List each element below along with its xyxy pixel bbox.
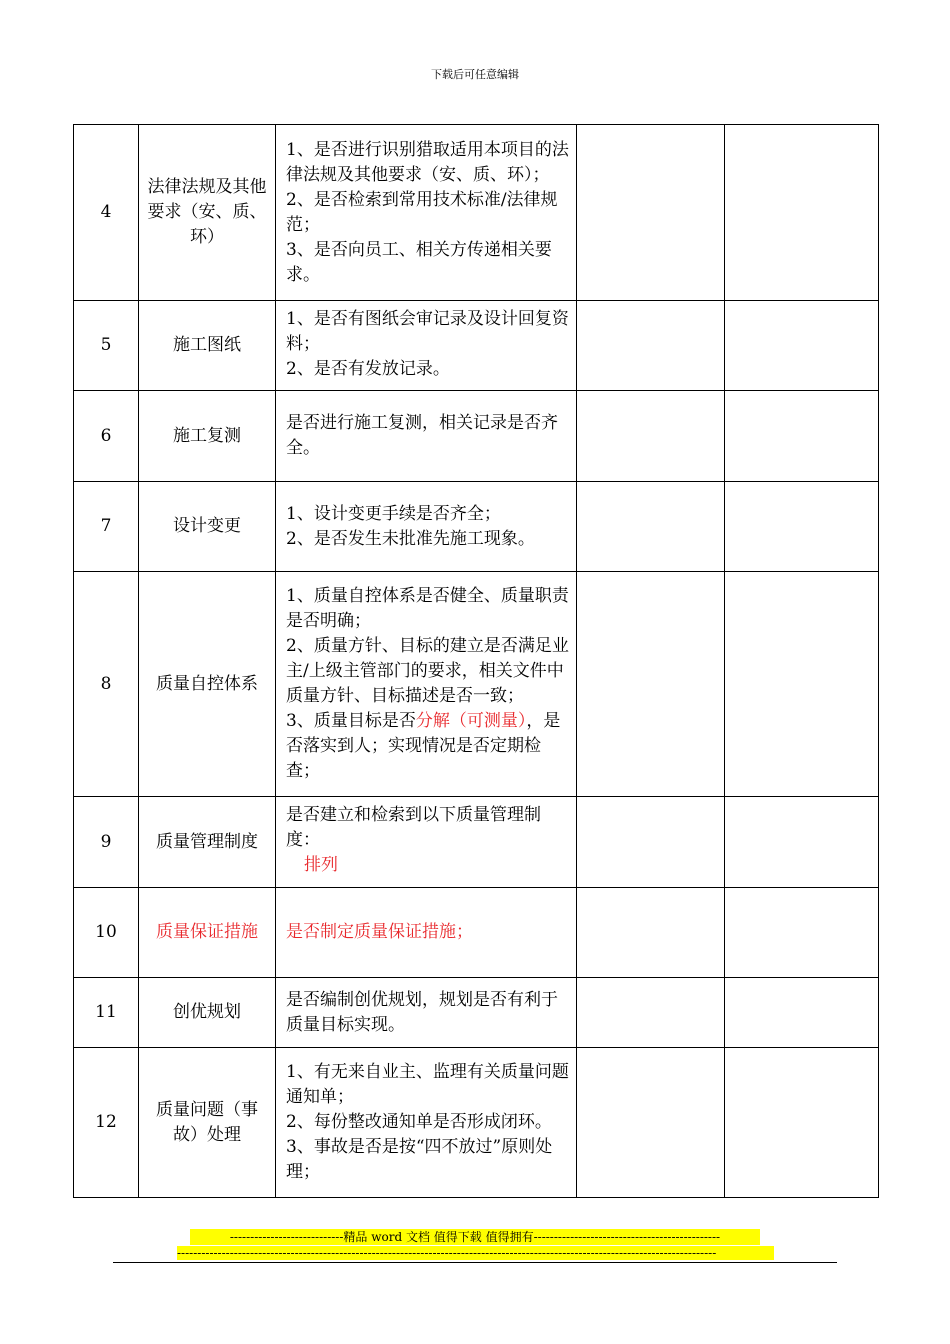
check-content — [276, 1048, 577, 1198]
check-item: 施工图纸 — [139, 301, 276, 391]
table-row — [74, 797, 879, 888]
row-number: 11 — [74, 978, 139, 1048]
check-content — [276, 125, 577, 301]
check-content — [276, 572, 577, 797]
content-line: 2、是否检索到常用技术标准/法律规范； — [286, 189, 558, 235]
empty-cell — [725, 391, 879, 482]
footer-divider — [113, 1262, 837, 1263]
check-item: 质量问题（事故）处理 — [139, 1048, 276, 1198]
empty-cell — [577, 572, 725, 797]
row-number: 6 — [74, 391, 139, 482]
row-number: 12 — [74, 1048, 139, 1198]
empty-cell — [725, 125, 879, 301]
row-number: 9 — [74, 797, 139, 888]
page-header: 下载后可任意编辑 — [431, 68, 519, 81]
content-line: 2、质量方针、目标的建立是否满足业主/上级主管部门的要求，相关文件中质量方针、目标描述是否一致； — [286, 636, 569, 706]
highlighted-text: 排列 — [304, 855, 338, 875]
empty-cell — [577, 482, 725, 572]
content-line: 是否进行施工复测，相关记录是否齐全。 — [286, 413, 558, 458]
content-line: 2、是否发生未批准先施工现象。 — [286, 528, 535, 549]
check-content — [276, 391, 577, 482]
content-line: 1、是否有图纸会审记录及设计回复资料； — [286, 309, 569, 354]
row-number: 4 — [74, 125, 139, 301]
check-content — [276, 797, 577, 888]
content-text: 3、质量目标是否 — [286, 711, 416, 731]
table-row — [74, 125, 879, 301]
check-item: 质量管理制度 — [139, 797, 276, 888]
content-line: 1、质量自控体系是否健全、质量职责是否明确； — [286, 586, 569, 631]
table-row — [74, 391, 879, 482]
content-line: 是否建立和检索到以下质量管理制度： — [286, 805, 541, 850]
empty-cell — [577, 391, 725, 482]
empty-cell — [577, 888, 725, 978]
check-item: 设计变更 — [139, 482, 276, 572]
highlighted-text: 分解（可测量） — [415, 711, 527, 731]
empty-cell — [725, 572, 879, 797]
content-line: 2、是否有发放记录。 — [286, 359, 450, 379]
check-content — [276, 301, 577, 391]
empty-cell — [725, 797, 879, 888]
footer-banner: ----------------------------精品 word 文档 值得下载 值得拥有---------------------------------------------- — [190, 1229, 760, 1245]
empty-cell — [577, 301, 725, 391]
inspection-table — [73, 124, 879, 1198]
empty-cell — [577, 1048, 725, 1198]
content-line: 3、事故是否是按“四不放过”原则处理； — [286, 1137, 553, 1182]
row-number: 10 — [74, 888, 139, 978]
empty-cell — [577, 797, 725, 888]
check-content — [276, 888, 577, 978]
table-row — [74, 888, 879, 978]
row-number: 5 — [74, 301, 139, 391]
check-content — [276, 978, 577, 1048]
check-item: 质量自控体系 — [139, 572, 276, 797]
content-line: 是否制定质量保证措施； — [286, 922, 473, 942]
footer-dash-line: ------------------------------------------------------------------------------------------------------------------------------------- — [177, 1246, 774, 1260]
content-line — [286, 709, 570, 784]
row-number: 7 — [74, 482, 139, 572]
empty-cell — [577, 125, 725, 301]
empty-cell — [725, 482, 879, 572]
content-line: 1、有无来自业主、监理有关质量问题通知单； — [286, 1062, 569, 1107]
row-number: 8 — [74, 572, 139, 797]
table-row — [74, 301, 879, 391]
check-content — [276, 482, 577, 572]
empty-cell — [725, 978, 879, 1048]
check-item: 质量保证措施 — [139, 888, 276, 978]
content-line: 2、每份整改通知单是否形成闭环。 — [286, 1112, 552, 1132]
table-row — [74, 572, 879, 797]
check-item: 法律法规及其他要求（安、质、环） — [139, 125, 276, 301]
empty-cell — [725, 301, 879, 391]
empty-cell — [725, 1048, 879, 1198]
table-row — [74, 978, 879, 1048]
empty-cell — [577, 978, 725, 1048]
content-line: 1、是否进行识别猎取适用本项目的法律法规及其他要求（安、质、环）； — [286, 139, 569, 185]
table-row — [74, 482, 879, 572]
content-line: 是否编制创优规划，规划是否有利于质量目标实现。 — [286, 989, 558, 1035]
empty-cell — [725, 888, 879, 978]
content-line: 3、是否向员工、相关方传递相关要求。 — [286, 239, 552, 285]
table-row — [74, 1048, 879, 1198]
content-line: 1、设计变更手续是否齐全； — [286, 503, 501, 524]
content-text: ，是否落实到人；实现情况是否定期检查； — [286, 711, 561, 781]
check-item: 施工复测 — [139, 391, 276, 482]
check-item: 创优规划 — [139, 978, 276, 1048]
